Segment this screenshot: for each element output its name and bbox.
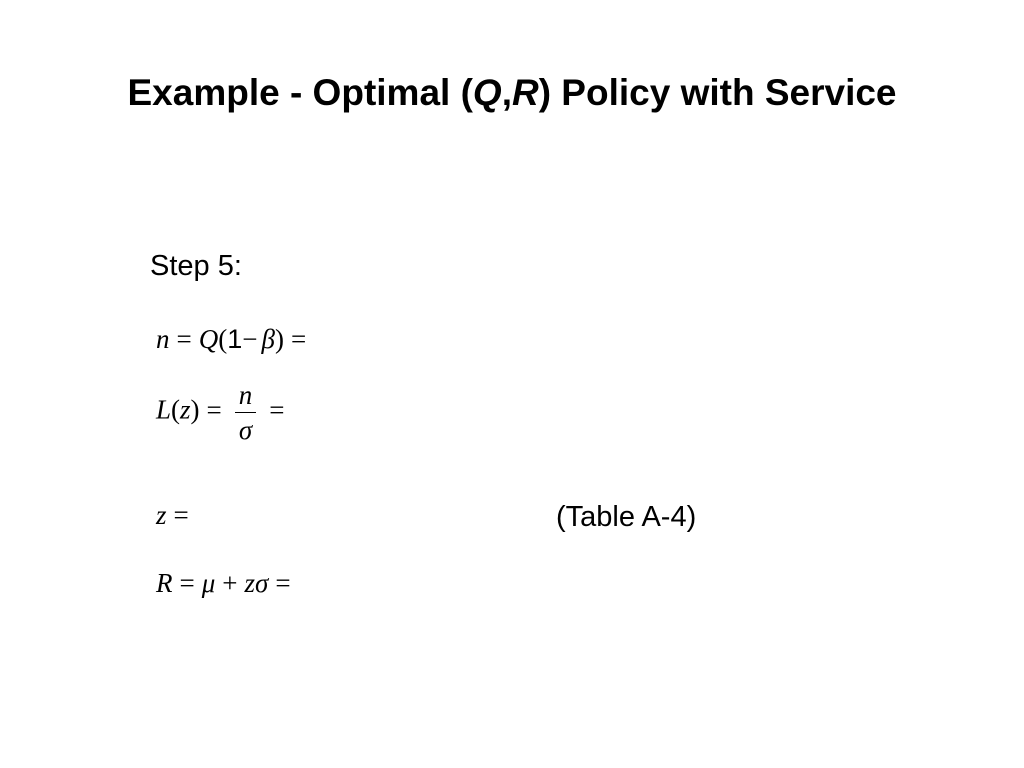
var-mu: μ — [201, 568, 216, 598]
equals-sign: = — [176, 324, 192, 354]
equation-n — [156, 324, 313, 355]
fraction-denominator: σ — [235, 412, 257, 447]
slide-title — [0, 72, 1024, 114]
paren-close: ) — [274, 324, 284, 354]
table-reference: (Table A-4) — [556, 501, 697, 533]
title-prefix: Example - Optimal ( — [127, 72, 473, 113]
var-sigma: σ — [255, 568, 269, 598]
var-r: R — [156, 568, 173, 598]
var-l: L — [156, 394, 172, 425]
fraction — [235, 378, 257, 447]
paren-open: ( — [171, 394, 181, 425]
equals-sign: = — [290, 324, 307, 354]
equation-loss-function — [156, 378, 292, 447]
paren-open: ( — [218, 324, 228, 354]
equals-sign: = — [275, 568, 291, 598]
equals-sign: = — [269, 394, 285, 425]
plus-sign: + — [222, 568, 238, 598]
title-r: R — [511, 72, 539, 113]
step-label: Step 5: — [150, 250, 242, 282]
var-z: z — [180, 394, 191, 425]
fraction-numerator: n — [238, 380, 253, 410]
number-one: 1 — [227, 324, 243, 354]
title-comma: , — [501, 72, 512, 113]
equation-reorder-point — [156, 568, 298, 599]
equals-sign: = — [206, 394, 222, 425]
equals-sign: = — [173, 500, 189, 530]
title-q: Q — [472, 72, 502, 113]
equals-sign: = — [179, 568, 195, 598]
var-q: Q — [198, 324, 219, 354]
title-suffix: ) Policy with Service — [538, 72, 897, 113]
minus-sign: − — [242, 324, 258, 354]
paren-close: ) — [190, 394, 200, 425]
var-z: z — [156, 500, 167, 530]
var-beta: β — [261, 324, 275, 354]
var-n: n — [156, 324, 170, 354]
equation-z — [156, 500, 196, 531]
var-z: z — [244, 568, 256, 598]
